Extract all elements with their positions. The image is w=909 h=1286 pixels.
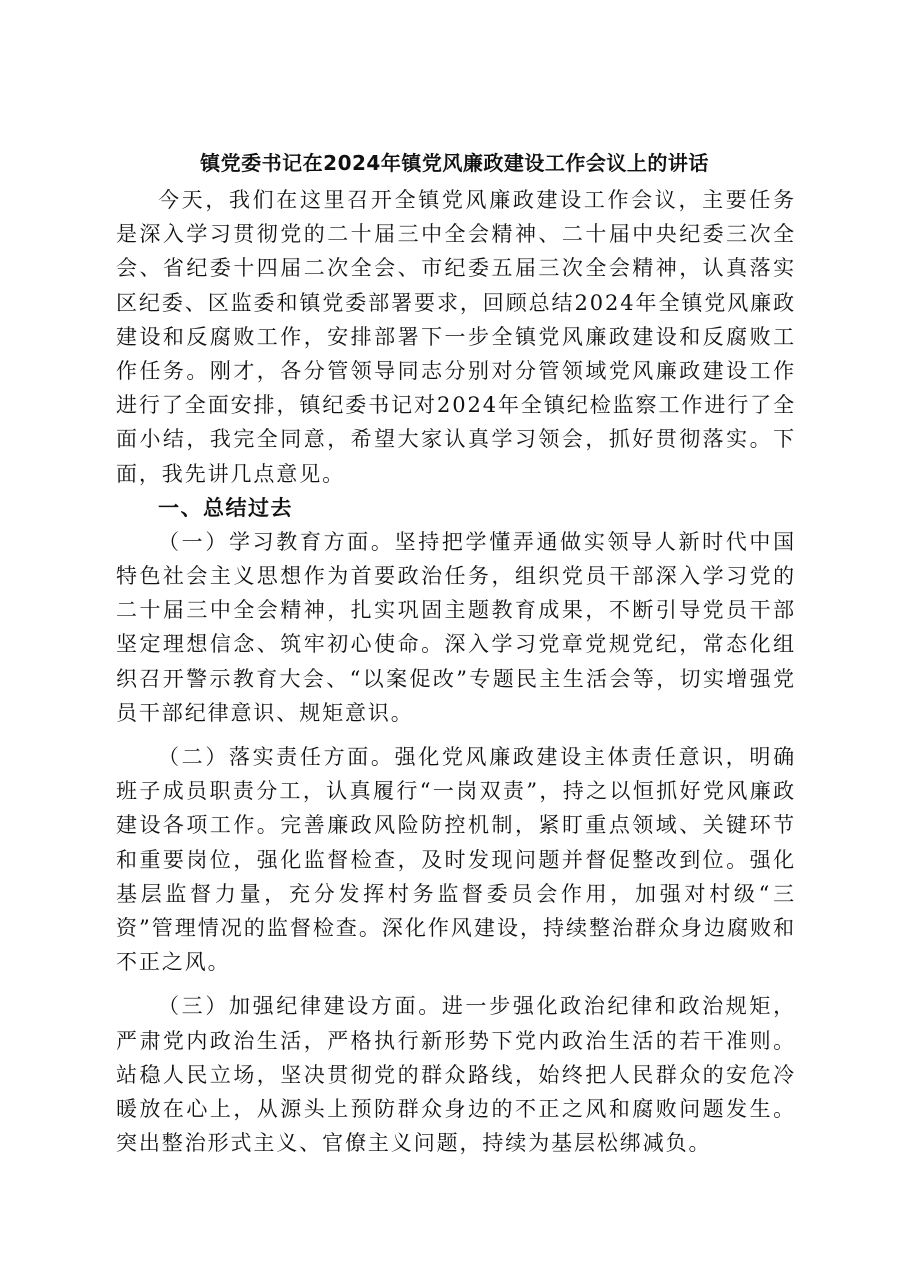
paragraph-spacer xyxy=(116,730,796,740)
document-title: 镇党委书记在2024年镇党风廉政建设工作会议上的讲话 xyxy=(200,151,709,175)
body-paragraph-3: （三）加强纪律建设方面。进一步强化政治纪律和政治规矩，严肃党内政治生活，严格执行新形势下党内政治生活的若干准则。站稳人民立场，坚决贯彻党的群众路线，始终把人民群众的安危冷暖放在心上，从源头上预防群众身边的不正之风和腐败问题发生。突出整治形式主义、官僚主义问题，持续为基层松绑减负。 xyxy=(116,994,796,1156)
paragraph-spacer xyxy=(116,979,796,989)
body-paragraph-1: （一）学习教育方面。坚持把学懂弄通做实领导人新时代中国特色社会主义思想作为首要政治任务，组织党员干部深入学习党的二十届三中全会精神，扎实巩固主题教育成果，不断引导党员干部坚定理想信念、筑牢初心使命。深入学习党章党规党纪，常态化组织召开警示教育大会、“以案促改”专题民主生活会等，切实增强党员干部纪律意识、规矩意识。 xyxy=(116,529,796,725)
intro-paragraph: 今天，我们在这里召开全镇党风廉政建设工作会议，主要任务是深入学习贯彻党的二十届三中全会精神、二十届中央纪委三次全会、省纪委十四届二次全会、市纪委五届三次全会精神，认真落实区纪委、区监委和镇党委部署要求，回顾总结2024年全镇党风廉政建设和反腐败工作，安排部署下一步全镇党风廉政建设和反腐败工作任务。刚才，各分管领导同志分别对分管领域党风廉政建设工作进行了全面安排，镇纪委书记对2024年全镇纪检监察工作进行了全面小结，我完全同意，希望大家认真学习领会，抓好贯彻落实。下面，我先讲几点意见。 xyxy=(116,188,796,486)
document-body xyxy=(116,183,796,1160)
section-heading: 一、总结过去 xyxy=(158,495,293,520)
body-paragraph-2: （二）落实责任方面。强化党风廉政建设主体责任意识，明确班子成员职责分工，认真履行“一岗双责”，持之以恒抓好党风廉政建设各项工作。完善廉政风险防控机制，紧盯重点领域、关键环节和重要岗位，强化监督检查，及时发现问题并督促整改到位。强化基层监督力量，充分发挥村务监督委员会作用，加强对村级“三资”管理情况的监督检查。深化作风建设，持续整治群众身边腐败和不正之风。 xyxy=(116,745,796,975)
